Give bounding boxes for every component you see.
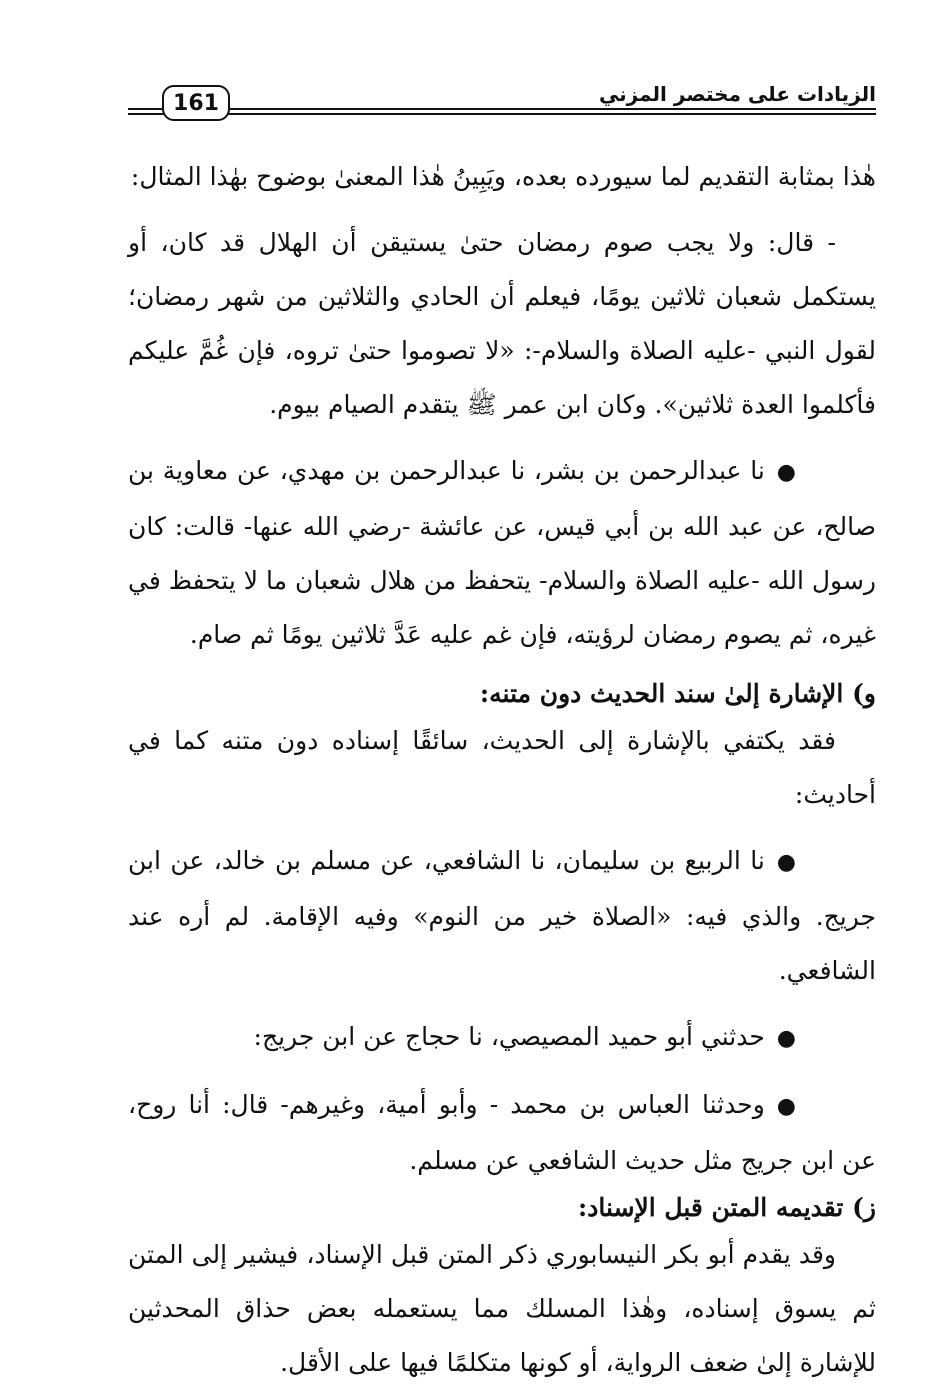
hadith-bullet: ●نا عبدالرحمن بن بشر، نا عبدالرحمن بن مهدي، عن معاوية بن صالح، عن عبد الله بن أبي قيس، عن عائشة -رضي الله عنها- قالت: كان رسول الله -عليه الصلاة والسلام- يتحفظ من هلال شعبان ما لا يتحفظ في غيره، ثم يصوم رمضان لرؤيته، فإن غم عليه عَدَّ ثلاثين يومًا ثم صام.	[128, 444, 876, 662]
section-paragraph: فقد يكتفي بالإشارة إلى الحديث، سائقًا إسناده دون متنه كما في أحاديث:	[128, 726, 876, 809]
bullet-icon: ●	[776, 850, 796, 875]
bullet-icon: ●	[776, 1026, 796, 1051]
bullet-icon: ●	[776, 460, 796, 485]
book-title: الزيادات على مختصر المزني	[591, 82, 876, 106]
hadith-bullet: ●نا الربيع بن سليمان، نا الشافعي، عن مسلم بن خالد، عن ابن جريج. والذي فيه: «الصلاة خير من النوم» وفيه الإقامة. لم أره عند الشافعي.	[128, 834, 876, 998]
header-rule-double	[128, 113, 876, 115]
bullet-icon: ●	[776, 1094, 796, 1119]
page-body	[128, 150, 876, 1390]
hadith-bullet: ●حدثني أبو حميد المصيصي، نا حجاج عن ابن جريج:	[128, 1010, 876, 1066]
section-heading-waw: و) الإشارة إلىٰ سند الحديث دون متنه:	[479, 679, 876, 708]
hadith-bullet: ●وحدثنا العباس بن محمد - وأبو أمية، وغيرهم- قال: أنا روح، عن ابن جريج مثل حديث الشافعي عن مسلم.	[128, 1078, 876, 1188]
section-heading-zay: ز) تقديمه المتن قبل الإسناد:	[578, 1193, 876, 1222]
page-number: 161	[162, 85, 230, 121]
header-rule	[128, 108, 876, 110]
page-header	[128, 80, 876, 122]
quote-paragraph: - قال: ولا يجب صوم رمضان حتىٰ يستيقن أن الهلال قد كان، أو يستكمل شعبان ثلاثين يومًا، فيعلم أن الحادي والثلاثين من شهر رمضان؛ لقول النبي -عليه الصلاة والسلام-: «لا تصوموا حتىٰ تروه، فإن غُمَّ عليكم فأكلموا العدة ثلاثين». وكان ابن عمر ﷺ يتقدم الصيام بيوم.	[128, 228, 876, 419]
closing-paragraph: وقد يقدم أبو بكر النيسابوري ذكر المتن قبل الإسناد، فيشير إلى المتن ثم يسوق إسناده، وهٰذا المسلك مما يستعمله بعض حذاق المحدثين للإشارة إلىٰ ضعف الرواية، أو كونها متكلمًا فيها على الأقل.	[128, 1240, 876, 1377]
intro-paragraph: هٰذا بمثابة التقديم لما سيورده بعده، ويَبِينُ هٰذا المعنىٰ بوضوح بهٰذا المثال:	[130, 162, 876, 191]
